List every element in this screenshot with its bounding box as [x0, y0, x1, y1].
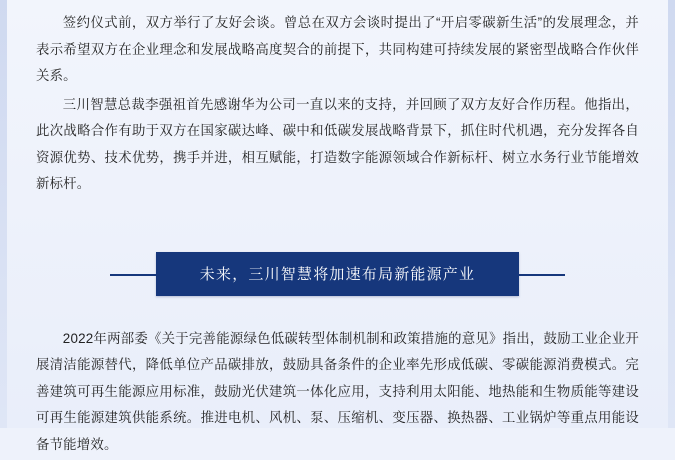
- section-heading-banner-wrapper: [36, 252, 639, 296]
- section-spacer-bottom: [36, 296, 639, 326]
- section-spacer-top: [36, 200, 639, 252]
- document-content: [36, 10, 639, 460]
- page-right-edge-decoration: [668, 0, 675, 428]
- paragraph-1: 签约仪式前，双方举行了友好会谈。曾总在双方会谈时提出了“开启零碳新生活”的发展理念，并表示希望双方在企业理念和发展战略高度契合的前提下，共同构建可持续发展的紧密型战略合作伙伴关系。: [36, 15, 639, 83]
- paragraph-3: 2022年两部委《关于完善能源绿色低碳转型体制机制和政策措施的意见》指出，鼓励工业企业开展清洁能源替代，降低单位产品碳排放，鼓励具备条件的企业率先形成低碳、零碳能源消费模式。完善建筑可再生能源应用标准，鼓励光伏建筑一体化应用，支持利用太阳能、地热能和生物质能等建设可再生能源建筑供能系统。推进电机、风机、泵、压缩机、变压器、换热器、工业锅炉等重点用能设备节能增效。: [36, 330, 639, 452]
- paragraph-2: 三川智慧总裁李强祖首先感谢华为公司一直以来的支持，并回顾了双方友好合作历程。他指出，此次战略合作有助于双方在国家碳达峰、碳中和低碳发展战略背景下，抓住时代机遇，充分发挥各自资源优势、技术优势，携手并进，相互赋能，打造数字能源领域合作新标杆、树立水务行业节能增效新标杆。: [36, 96, 639, 191]
- section-heading-banner: 未来，三川智慧将加速布局新能源产业: [156, 252, 519, 296]
- page-left-edge-decoration: [0, 0, 7, 428]
